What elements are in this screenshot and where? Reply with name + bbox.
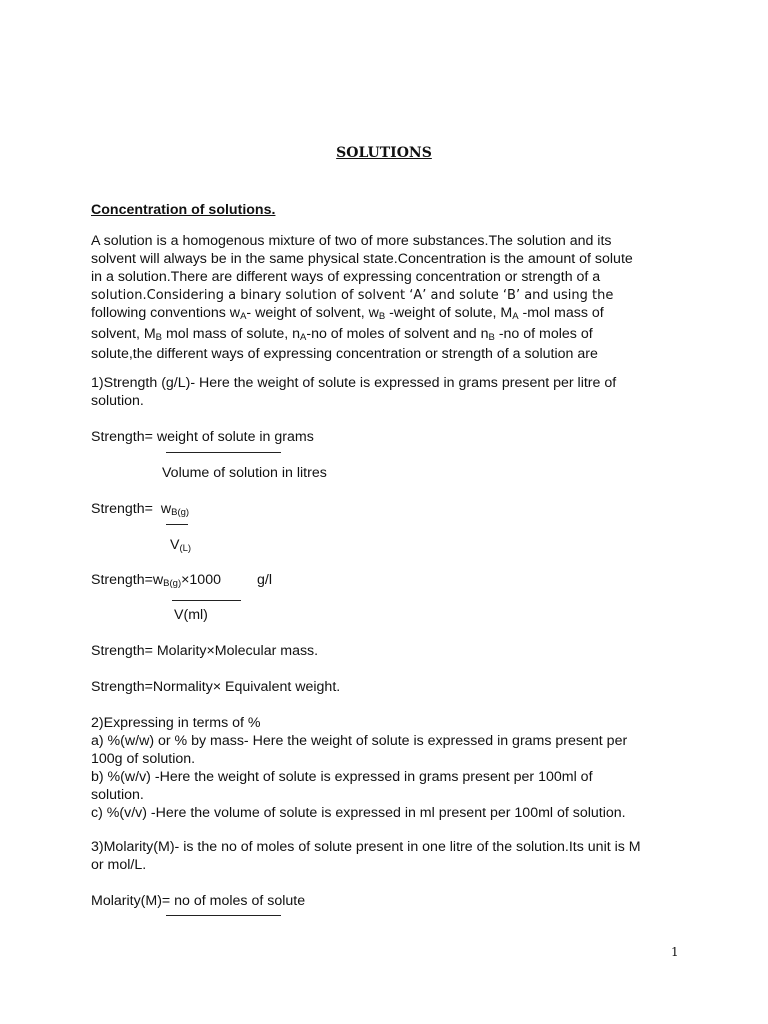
intro-text: -no of moles of <box>494 325 593 342</box>
fraction-bar <box>166 524 188 525</box>
intro-text: following conventions w <box>91 304 241 321</box>
intro-text: -weight of solute, M <box>385 304 513 321</box>
eq-denominator: V(ml) <box>174 607 208 623</box>
eq-numerator: w <box>160 501 172 517</box>
fraction-bar <box>172 600 241 601</box>
fraction-bar <box>166 915 281 916</box>
subscript: B <box>155 331 162 343</box>
eq-unit: g/l <box>257 572 272 588</box>
section-heading <box>91 202 275 218</box>
strength-eq2 <box>91 501 189 518</box>
intro-text: mol mass of solute, n <box>162 325 300 342</box>
page-number: 1 <box>671 945 679 959</box>
molarity-eq <box>91 893 305 909</box>
molarity-line: or mol/L. <box>91 856 147 873</box>
eq-denominator-text: V <box>170 537 180 553</box>
eq-numerator: w <box>152 572 164 588</box>
eq-numerator-rest: ×1000 <box>181 572 221 588</box>
intro-line <box>91 326 681 347</box>
eq-numerator: no of moles of solute <box>174 893 306 909</box>
intro-line: solute,the different ways of expressing concentration or strength of a solution are <box>91 346 598 363</box>
percent-line: solution. <box>91 786 144 803</box>
page-title: SOLUTIONS <box>336 145 432 161</box>
strength-definition <box>91 375 681 411</box>
percent-section <box>91 715 681 822</box>
section-heading-text: Concentration of solutions <box>91 202 272 218</box>
intro-paragraph <box>91 233 681 364</box>
subscript: B <box>378 310 386 322</box>
intro-line: A solution is a homogenous mixture of two of more substances.The solution and its <box>91 233 612 249</box>
eq-numerator: weight of solute in grams <box>156 429 314 445</box>
eq-denominator <box>170 537 191 554</box>
strength-eq3 <box>91 572 221 589</box>
subscript: A <box>300 331 307 343</box>
eq-denominator: Volume of solution in litres <box>162 465 327 481</box>
intro-line: solvent will always be in the same physical state.Concentration is the amount of solute <box>91 250 633 267</box>
intro-line: solution.Considering a binary solution of solvent ‘A’ and solute ‘B’ and using the <box>91 287 614 303</box>
percent-line: b) %(w/v) -Here the weight of solute is expressed in grams present per 100ml of <box>91 768 593 785</box>
eq-lhs: Strength= <box>91 501 153 517</box>
subscript: A <box>240 310 247 322</box>
section-heading-period: . <box>271 202 276 218</box>
intro-line <box>91 305 681 326</box>
intro-text: - weight of solvent, w <box>246 304 379 321</box>
percent-line: a) %(w/w) or % by mass- Here the weight of solute is expressed in grams present per <box>91 732 628 749</box>
eq-lhs: Strength= <box>91 429 153 445</box>
strength-def-line: solution. <box>91 392 144 409</box>
intro-line: in a solution.There are different ways of expressing concentration or strength of a <box>91 268 601 285</box>
subscript: (L) <box>179 543 192 554</box>
eq-lhs: Strength= <box>91 572 153 588</box>
subscript: B(g) <box>171 507 190 518</box>
intro-text: -no of moles of solvent and n <box>306 325 489 342</box>
strength-eq1 <box>91 429 314 445</box>
strength-eq4: Strength= Molarity×Molecular mass. <box>91 643 319 659</box>
percent-line: c) %(v/v) -Here the volume of solute is expressed in ml present per 100ml of solution. <box>91 804 626 821</box>
molarity-section <box>91 839 681 875</box>
intro-text: -mol mass of <box>518 304 604 321</box>
subscript: A <box>512 310 519 322</box>
percent-heading: 2)Expressing in terms of % <box>91 715 261 731</box>
eq-lhs: Molarity(M)= <box>91 893 171 909</box>
molarity-line: 3)Molarity(M)- is the no of moles of solute present in one litre of the solution.Its unit is M <box>91 839 641 855</box>
strength-def-line: 1)Strength (g/L)- Here the weight of solute is expressed in grams present per litre of <box>91 375 617 391</box>
subscript: B <box>488 331 495 343</box>
strength-eq5: Strength=Normality× Equivalent weight. <box>91 679 341 695</box>
subscript: B(g) <box>163 578 182 589</box>
fraction-bar <box>166 452 281 453</box>
intro-text: solvent, M <box>91 325 156 342</box>
percent-line: 100g of solution. <box>91 750 196 767</box>
